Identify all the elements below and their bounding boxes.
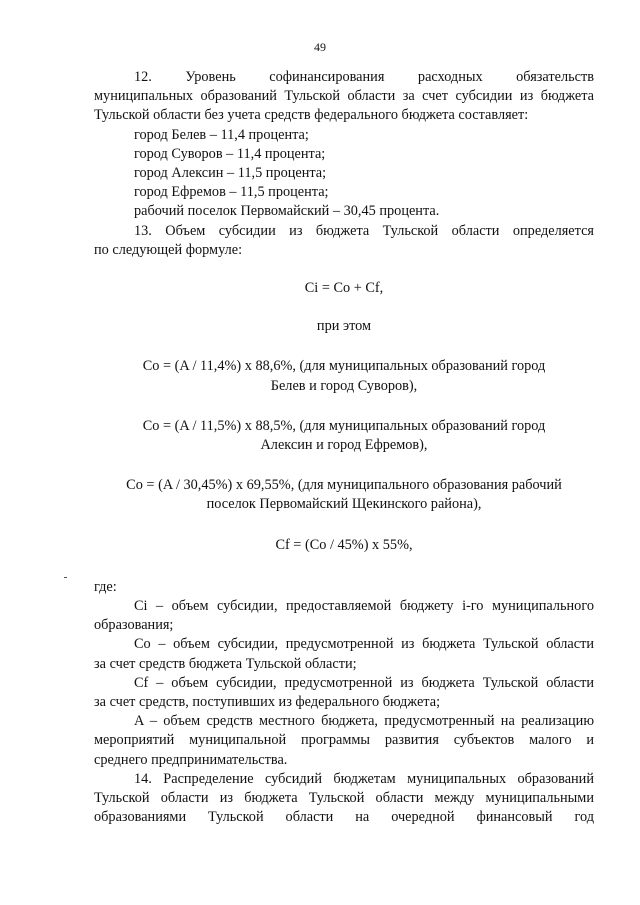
- legend-ci-line-1: Ci – объем субсидии, предоставляемой бюджету i-го муниципального: [134, 598, 594, 615]
- formula-a-line-1: Co = (A / 11,4%) x 88,6%, (для муниципальных образований город: [142, 358, 546, 375]
- formula-c-line-2: поселок Первомайский Щекинского района),: [206, 496, 482, 513]
- item-13-line-1: 13. Объем субсидии из бюджета Тульской области определяется: [134, 222, 594, 239]
- legend-where: где:: [94, 578, 117, 595]
- formula-b-line-2: Алексин и город Ефремов),: [260, 437, 428, 454]
- formula-c-line-1: Co = (A / 30,45%) x 69,55%, (для муниципального образования рабочий: [126, 477, 562, 494]
- legend-a-line-2: мероприятий муниципальной программы развития субъектов малого и: [94, 732, 594, 749]
- scan-speck: [64, 577, 67, 578]
- item-12-line-1: 12. Уровень софинансирования расходных обязательств: [134, 69, 594, 85]
- formula-b-line-1: Co = (A / 11,5%) x 88,5%, (для муниципальных образований город: [142, 417, 546, 434]
- formula-intro: при этом: [316, 318, 372, 335]
- city-rate-efremov: город Ефремов – 11,5 процента;: [134, 184, 329, 201]
- city-rate-aleksin: город Алексин – 11,5 процента;: [134, 165, 327, 182]
- legend-ci-line-2: образования;: [94, 617, 174, 634]
- city-rate-suvorov: город Суворов – 11,4 процента;: [134, 145, 326, 162]
- legend-cf-line-2: за счет средств, поступивших из федерального бюджета;: [94, 694, 441, 711]
- city-rate-pervomaisky: рабочий поселок Первомайский – 30,45 процента.: [134, 203, 440, 220]
- item-14-line-2: Тульской области из бюджета Тульской области между муниципальными: [94, 790, 594, 807]
- legend-co-line-1: Co – объем субсидии, предусмотренной из бюджета Тульской области: [134, 636, 594, 653]
- item-13-line-2: по следующей формуле:: [94, 241, 243, 258]
- item-12-line-2: муниципальных образований Тульской области за счет субсидии из бюджета: [94, 88, 594, 105]
- formula-a-line-2: Белев и город Суворов),: [270, 377, 418, 394]
- document-body: [94, 68, 594, 828]
- legend-a-line-3: среднего предпринимательства.: [94, 751, 288, 768]
- legend-cf-line-1: Cf – объем субсидии, предусмотренной из бюджета Тульской области: [134, 674, 594, 691]
- main-formula: Ci = Co + Cf,: [304, 280, 384, 297]
- item-14-line-3: образованиями Тульской области на очередной финансовый год: [94, 809, 594, 826]
- item-14-line-1: 14. Распределение субсидий бюджетам муниципальных образований: [134, 770, 594, 787]
- legend-a-line-1: A – объем средств местного бюджета, предусмотренный на реализацию: [134, 713, 594, 730]
- city-rate-belev: город Белев – 11,4 процента;: [134, 126, 309, 143]
- formula-d: Cf = (Co / 45%) x 55%,: [275, 536, 413, 553]
- legend-co-line-2: за счет средств бюджета Тульской области;: [94, 655, 357, 672]
- page-number: 49: [314, 40, 326, 54]
- item-12-line-3: Тульской области без учета средств федерального бюджета составляет:: [94, 107, 529, 124]
